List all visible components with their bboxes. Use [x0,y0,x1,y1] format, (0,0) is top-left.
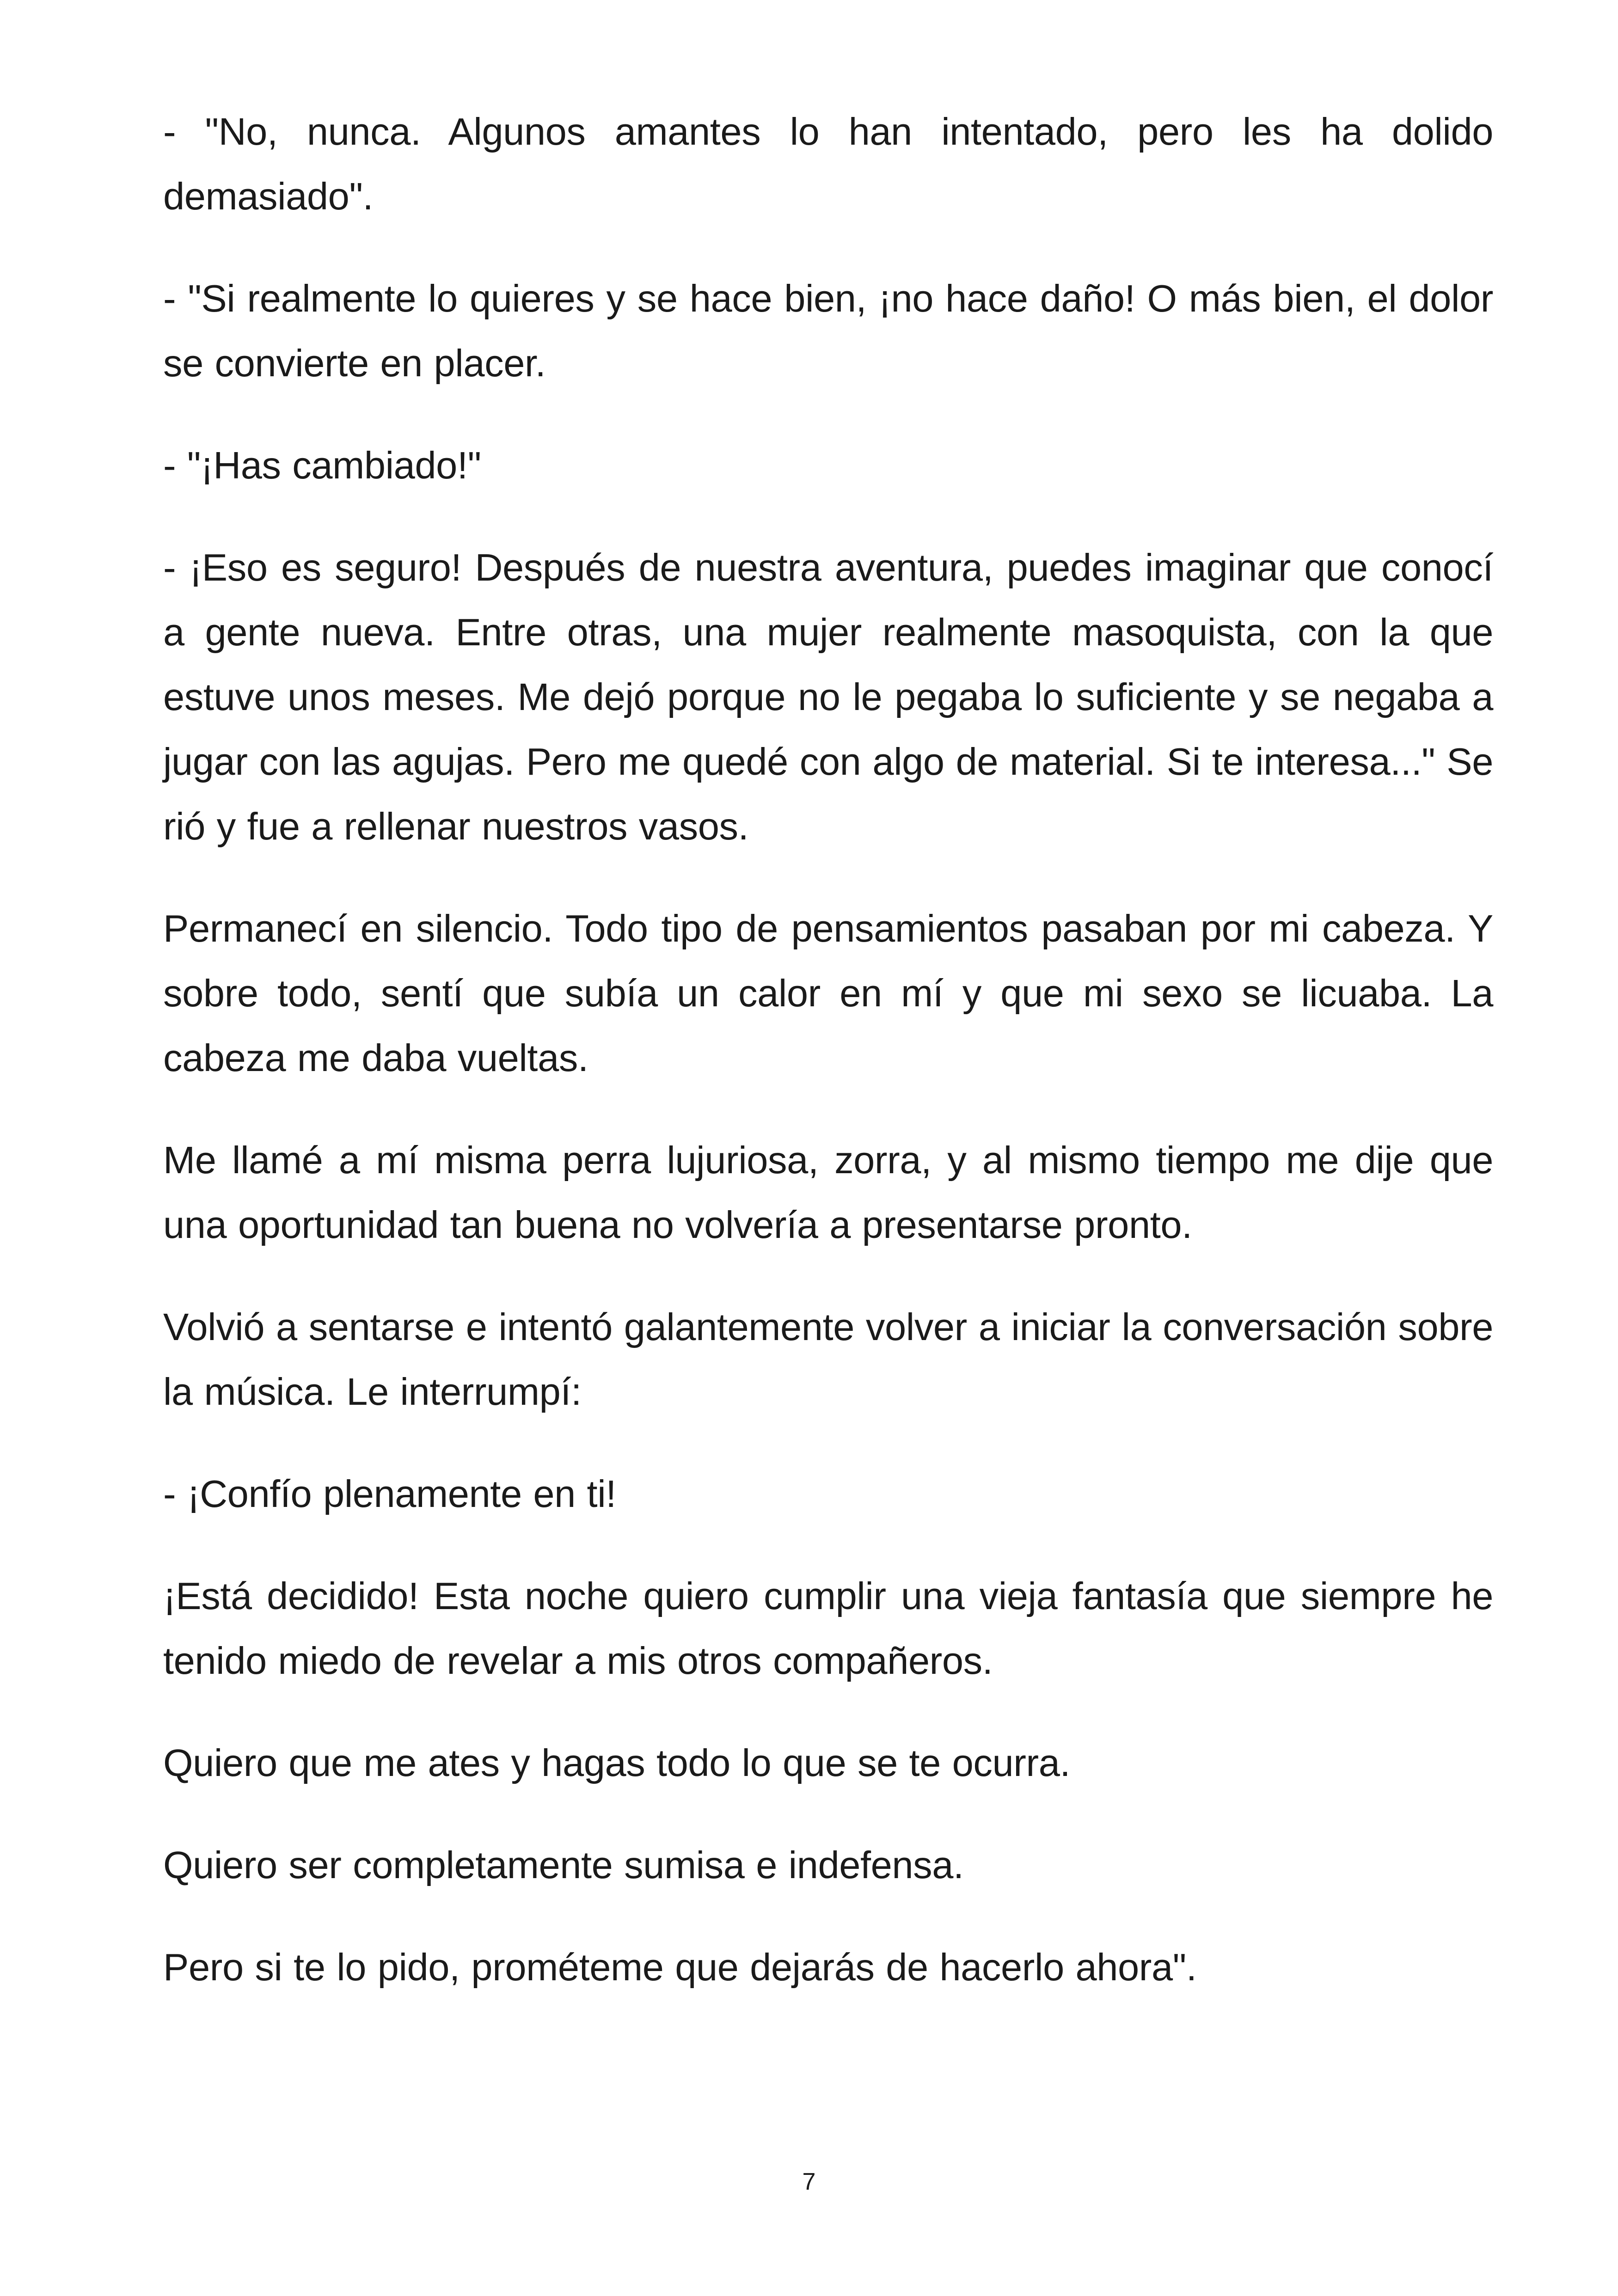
paragraph-1: - "No, nunca. Algunos amantes lo han intentado, pero les ha dolido demasiado". [163,110,1493,218]
page-number: 7 [802,2168,816,2195]
paragraph-3: - "¡Has cambiado!" [163,444,481,487]
paragraph-4: - ¡Eso es seguro! Después de nuestra aventura, puedes imaginar que conocí a gente nueva. Entre otras, una mujer realmente masoquista, con la que estuve unos meses. Me dejó porque no le pegaba lo suficiente y se negaba a jugar con las agujas. Pero me quedé con algo de material. Si te interesa..." Se rió y fue a rellenar nuestros vasos. [163,546,1493,848]
paragraph-11: Quiero ser completamente sumisa e indefensa. [163,1843,964,1886]
paragraph-10: Quiero que me ates y hagas todo lo que se te ocurra. [163,1741,1071,1784]
paragraph-6: Me llamé a mí misma perra lujuriosa, zorra, y al mismo tiempo me dije que una oportunidad tan buena no volvería a presentarse pronto. [163,1139,1493,1246]
paragraph-2: - "Si realmente lo quieres y se hace bien, ¡no hace daño! O más bien, el dolor se convierte en placer. [163,277,1493,385]
paragraph-12: Pero si te lo pido, prométeme que dejarás de hacerlo ahora". [163,1946,1197,1989]
paragraph-8: - ¡Confío plenamente en ti! [163,1472,616,1515]
paragraph-5: Permanecí en silencio. Todo tipo de pensamientos pasaban por mi cabeza. Y sobre todo, sentí que subía un calor en mí y que mi sexo se licuaba. La cabeza me daba vueltas. [163,907,1493,1079]
body-text [163,99,1493,2000]
paragraph-9: ¡Está decidido! Esta noche quiero cumplir una vieja fantasía que siempre he tenido miedo de revelar a mis otros compañeros. [163,1574,1493,1682]
paragraph-7: Volvió a sentarse e intentó galantemente volver a iniciar la conversación sobre la música. Le interrumpí: [163,1305,1493,1413]
